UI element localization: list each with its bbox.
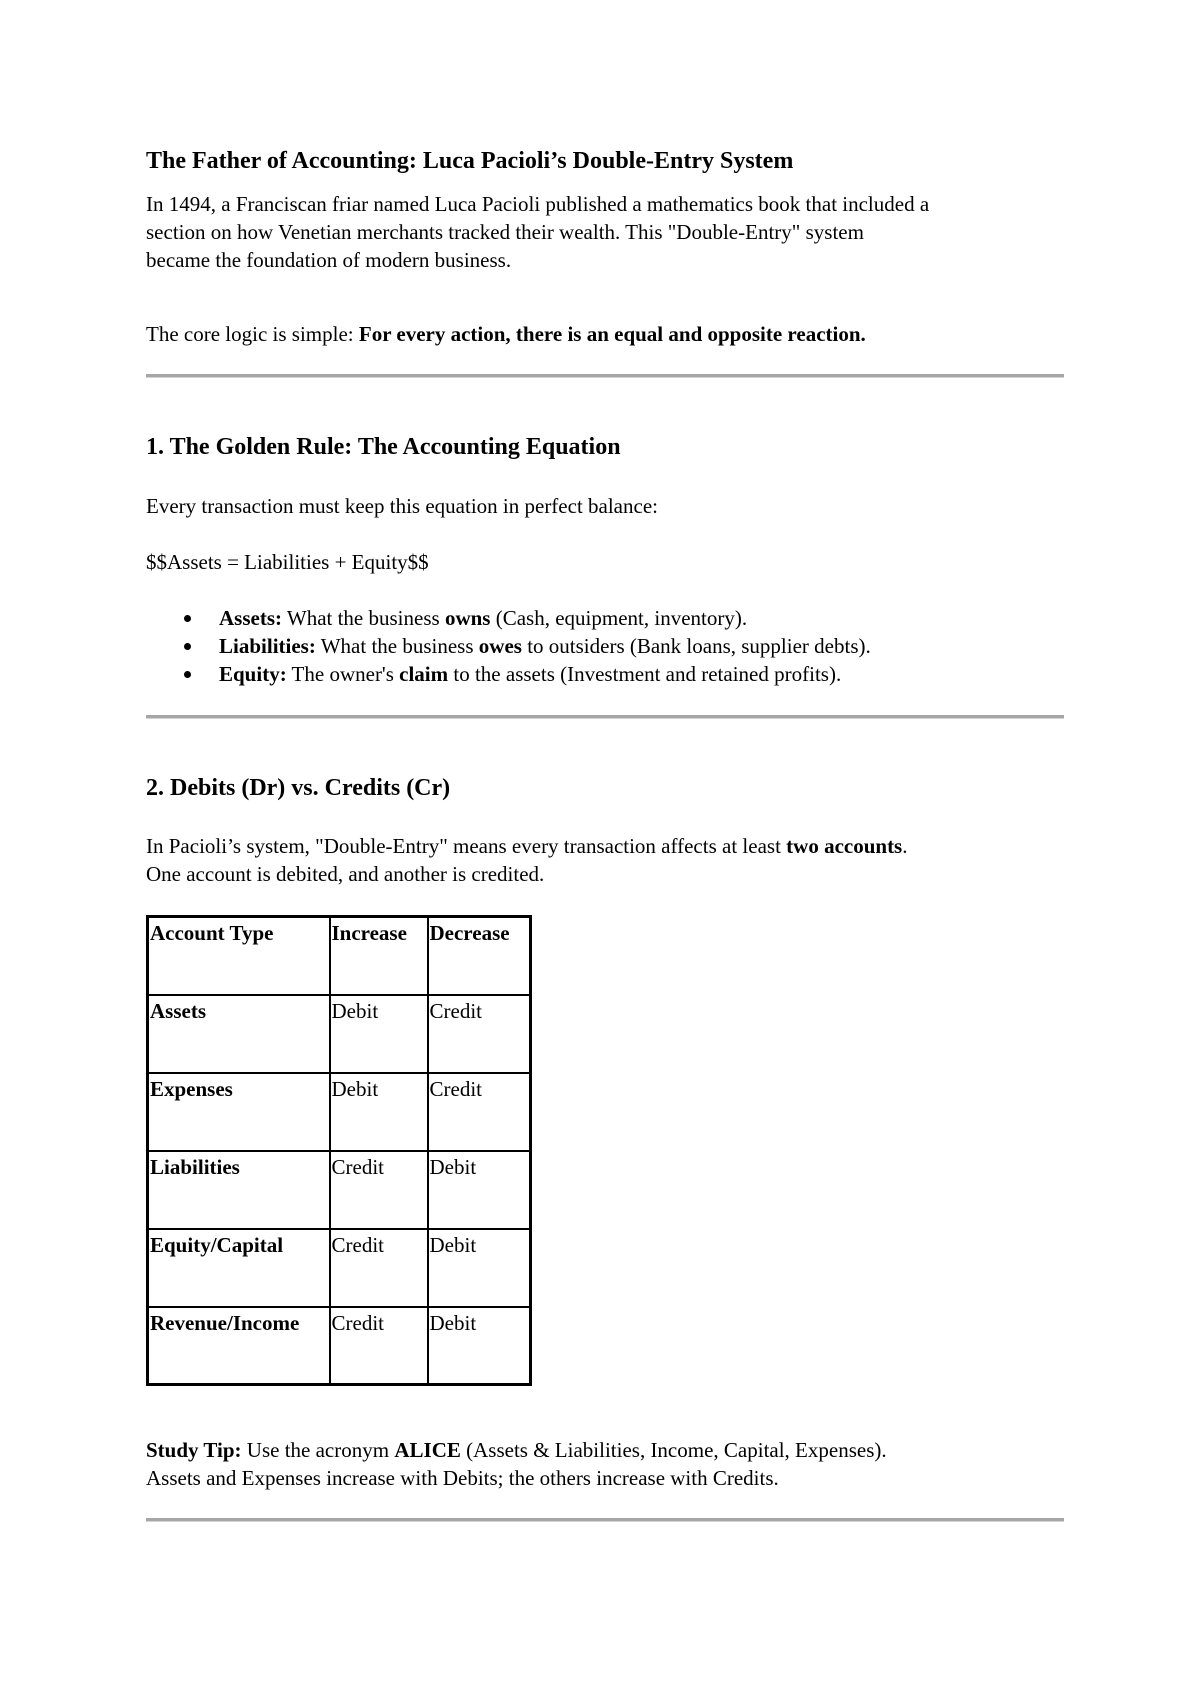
table-cell: Debit — [330, 995, 428, 1073]
section-1-lead: Every transaction must keep this equation in perfect balance: — [146, 494, 658, 518]
bullet-bold: owns — [444, 606, 491, 630]
section-2-line — [146, 832, 1066, 860]
table-row-label: Equity/Capital — [148, 1229, 330, 1307]
study-tip-bold: ALICE — [394, 1438, 461, 1462]
core-logic-paragraph — [146, 320, 1066, 348]
table-cell: Credit — [330, 1229, 428, 1307]
bullet-text: to outsiders (Bank loans, supplier debts). — [521, 634, 871, 658]
table-row-label: Revenue/Income — [148, 1307, 330, 1385]
section-1-heading: 1. The Golden Rule: The Accounting Equation — [146, 434, 621, 460]
horizontal-rule — [146, 374, 1064, 378]
intro-line: became the foundation of modern business. — [146, 248, 512, 272]
table-header-cell: Account Type — [148, 917, 330, 995]
bullet-text: (Cash, equipment, inventory). — [490, 606, 748, 630]
intro-paragraph — [146, 190, 1066, 274]
table-cell: Debit — [428, 1307, 531, 1385]
intro-line: section on how Venetian merchants tracked their wealth. This "Double-Entry" system — [146, 220, 864, 244]
list-item — [146, 632, 871, 660]
study-tip-label: Study Tip: — [146, 1438, 242, 1462]
definitions-list — [146, 604, 871, 688]
table-row-label: Liabilities — [148, 1151, 330, 1229]
bullet-bold: claim — [399, 662, 449, 686]
core-logic-prefix: The core logic is simple: — [146, 322, 359, 346]
study-tip-line — [146, 1436, 1066, 1464]
table-cell: Debit — [428, 1229, 531, 1307]
debits-credits-table — [146, 915, 532, 1386]
core-logic-bold: For every action, there is an equal and opposite reaction. — [358, 322, 866, 346]
para-text: In Pacioli’s system, "Double-Entry" means every transaction affects at least — [146, 834, 787, 858]
accounting-equation: $$Assets = Liabilities + Equity$$ — [146, 550, 429, 574]
table-cell: Debit — [330, 1073, 428, 1151]
table-row — [148, 1307, 531, 1385]
bullet-bold: owes — [478, 634, 522, 658]
list-item — [146, 604, 871, 632]
para-text: . — [902, 834, 908, 858]
table-cell: Debit — [428, 1151, 531, 1229]
table-cell: Credit — [330, 1151, 428, 1229]
bullet-icon — [184, 671, 191, 678]
bullet-icon — [184, 615, 191, 622]
table-cell: Credit — [330, 1307, 428, 1385]
intro-line: In 1494, a Franciscan friar named Luca Pacioli published a mathematics book that included a — [146, 192, 930, 216]
table-row — [148, 1151, 531, 1229]
horizontal-rule — [146, 715, 1064, 719]
table-header-row — [148, 917, 531, 995]
table-row — [148, 1229, 531, 1307]
bullet-term: Equity: — [219, 662, 287, 686]
table-row-label: Expenses — [148, 1073, 330, 1151]
study-tip-text: Use the acronym — [241, 1438, 395, 1462]
table-row-label: Assets — [148, 995, 330, 1073]
section-2-paragraph — [146, 832, 1066, 888]
table-row — [148, 995, 531, 1073]
bullet-text: What the business — [315, 634, 479, 658]
table-cell: Credit — [428, 1073, 531, 1151]
para-bold: two accounts — [786, 834, 903, 858]
bullet-term: Liabilities: — [219, 634, 316, 658]
bullet-text: to the assets (Investment and retained profits). — [448, 662, 842, 686]
table-cell: Credit — [428, 995, 531, 1073]
section-2-line: One account is debited, and another is credited. — [146, 862, 545, 886]
horizontal-rule — [146, 1518, 1064, 1522]
list-item — [146, 660, 871, 688]
table-row — [148, 1073, 531, 1151]
study-tip-line: Assets and Expenses increase with Debits; the others increase with Credits. — [146, 1466, 779, 1490]
page-title: The Father of Accounting: Luca Pacioli’s Double-Entry System — [146, 148, 794, 174]
bullet-icon — [184, 643, 191, 650]
bullet-text: What the business — [282, 606, 445, 630]
study-tip-paragraph — [146, 1436, 1066, 1492]
study-tip-text: (Assets & Liabilities, Income, Capital, Expenses). — [460, 1438, 887, 1462]
section-2-heading: 2. Debits (Dr) vs. Credits (Cr) — [146, 775, 451, 801]
table-header-cell: Decrease — [428, 917, 531, 995]
table-header-cell: Increase — [330, 917, 428, 995]
bullet-text: The owner's — [286, 662, 400, 686]
bullet-term: Assets: — [219, 606, 282, 630]
